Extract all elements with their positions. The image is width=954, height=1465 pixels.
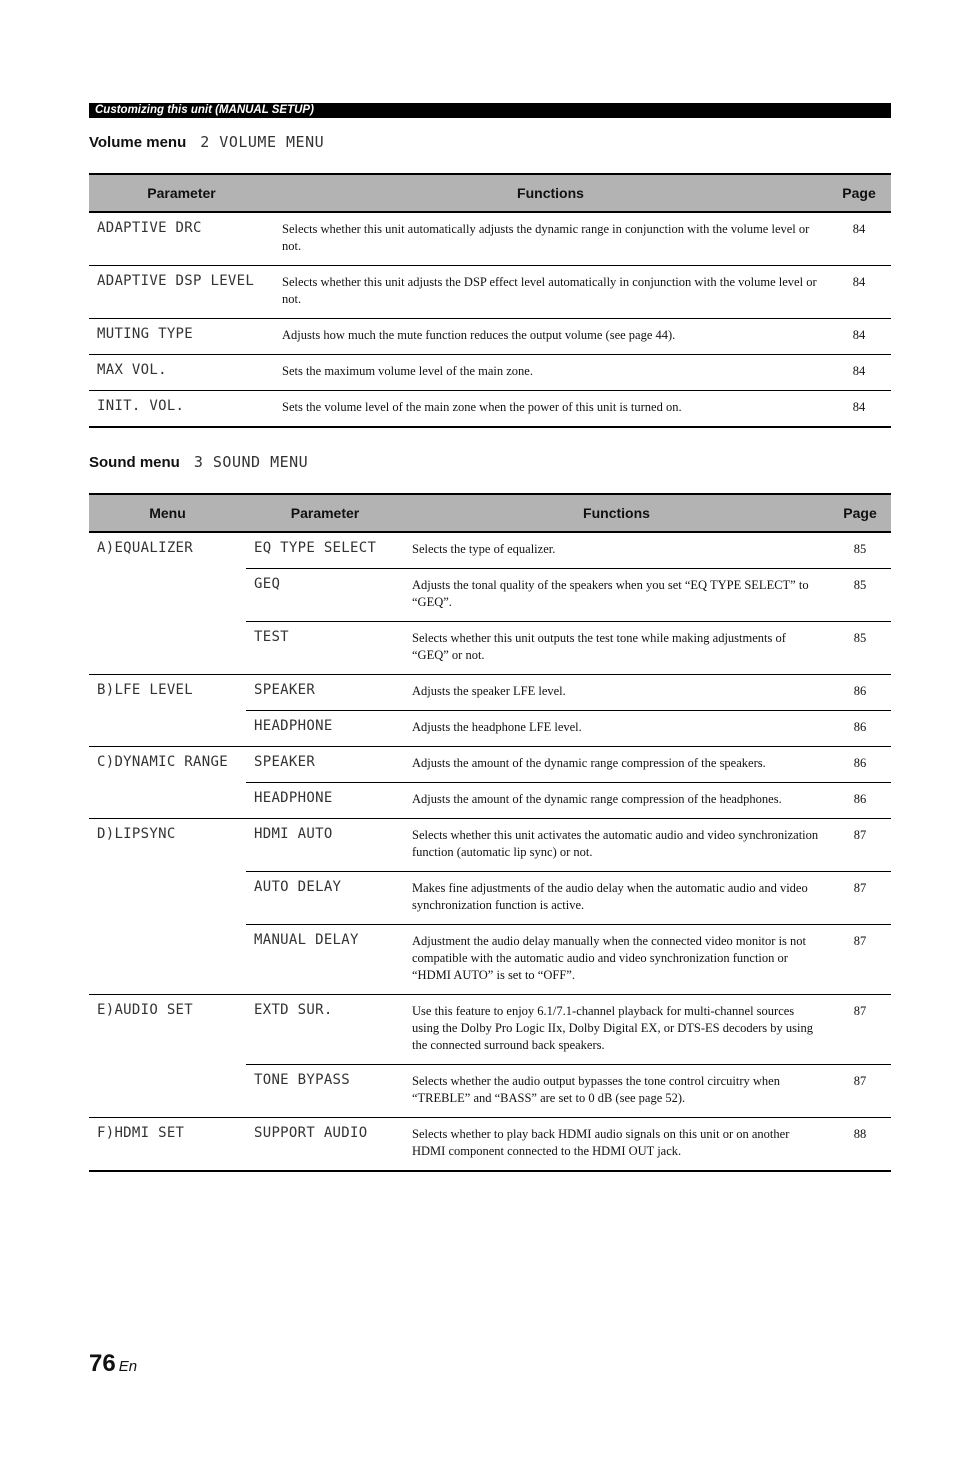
function-cell: Selects whether this unit adjusts the DSP effect level automatically in conjunction with the volume level or not. bbox=[274, 266, 827, 319]
page-cell: 85 bbox=[829, 532, 891, 569]
function-cell: Adjusts how much the mute function reduces the output volume (see page 44). bbox=[274, 319, 827, 355]
sound-menu-title: Sound menu bbox=[89, 454, 180, 471]
parameter-cell: EQ TYPE SELECT bbox=[246, 532, 404, 569]
function-cell: Adjusts the headphone LFE level. bbox=[404, 711, 829, 747]
parameter-cell: INIT. VOL. bbox=[89, 391, 274, 428]
sound-menu-table bbox=[89, 493, 891, 1172]
menu-cell: B)LFE LEVEL bbox=[89, 675, 246, 747]
menu-cell: E)AUDIO SET bbox=[89, 995, 246, 1118]
parameter-cell: GEQ bbox=[246, 569, 404, 622]
parameter-cell: SUPPORT AUDIO bbox=[246, 1118, 404, 1172]
function-cell: Selects whether to play back HDMI audio signals on this unit or on another HDMI component connected to the HDMI OUT jack. bbox=[404, 1118, 829, 1172]
table-row bbox=[89, 532, 891, 569]
parameter-cell: TEST bbox=[246, 622, 404, 675]
table-row bbox=[89, 675, 891, 711]
parameter-cell: HDMI AUTO bbox=[246, 819, 404, 872]
column-header-functions: Functions bbox=[404, 494, 829, 532]
function-cell: Adjusts the tonal quality of the speakers when you set “EQ TYPE SELECT” to “GEQ”. bbox=[404, 569, 829, 622]
table-row bbox=[89, 995, 891, 1065]
volume-menu-code: 2 VOLUME MENU bbox=[200, 133, 325, 151]
parameter-cell: HEADPHONE bbox=[246, 711, 404, 747]
column-header-page: Page bbox=[829, 494, 891, 532]
parameter-cell: ADAPTIVE DSP LEVEL bbox=[89, 266, 274, 319]
parameter-cell: SPEAKER bbox=[246, 675, 404, 711]
parameter-cell: MAX VOL. bbox=[89, 355, 274, 391]
language-code: En bbox=[118, 1358, 138, 1375]
parameter-cell: MANUAL DELAY bbox=[246, 925, 404, 995]
page-cell: 86 bbox=[829, 711, 891, 747]
table-row bbox=[89, 747, 891, 783]
section-header-bar: Customizing this unit (MANUAL SETUP) bbox=[89, 103, 891, 118]
page-cell: 87 bbox=[829, 995, 891, 1065]
sound-menu-heading bbox=[89, 453, 308, 471]
page-cell: 86 bbox=[829, 747, 891, 783]
page-cell: 88 bbox=[829, 1118, 891, 1172]
menu-cell: D)LIPSYNC bbox=[89, 819, 246, 995]
table-row bbox=[89, 355, 891, 391]
menu-cell: F)HDMI SET bbox=[89, 1118, 246, 1172]
function-cell: Selects whether the audio output bypasses the tone control circuitry when “TREBLE” and “BASS” are set to 0 dB (see page 52). bbox=[404, 1065, 829, 1118]
parameter-cell: AUTO DELAY bbox=[246, 872, 404, 925]
function-cell: Sets the volume level of the main zone when the power of this unit is turned on. bbox=[274, 391, 827, 428]
menu-cell: A)EQUALIZER bbox=[89, 532, 246, 675]
page-cell: 84 bbox=[827, 319, 891, 355]
table-row bbox=[89, 819, 891, 872]
function-cell: Adjusts the amount of the dynamic range compression of the headphones. bbox=[404, 783, 829, 819]
parameter-cell: MUTING TYPE bbox=[89, 319, 274, 355]
parameter-cell: HEADPHONE bbox=[246, 783, 404, 819]
page-cell: 87 bbox=[829, 819, 891, 872]
page-number bbox=[89, 1350, 137, 1378]
page-cell: 87 bbox=[829, 1065, 891, 1118]
page-cell: 87 bbox=[829, 925, 891, 995]
function-cell: Makes fine adjustments of the audio delay when the automatic audio and video synchronization function is active. bbox=[404, 872, 829, 925]
column-header-parameter: Parameter bbox=[246, 494, 404, 532]
column-header-parameter: Parameter bbox=[89, 174, 274, 212]
function-cell: Selects whether this unit activates the automatic audio and video synchronization function (automatic lip sync) or not. bbox=[404, 819, 829, 872]
table-row bbox=[89, 319, 891, 355]
page-cell: 84 bbox=[827, 266, 891, 319]
menu-cell: C)DYNAMIC RANGE bbox=[89, 747, 246, 819]
page-cell: 86 bbox=[829, 675, 891, 711]
page-cell: 84 bbox=[827, 391, 891, 428]
function-cell: Selects whether this unit automatically adjusts the dynamic range in conjunction with the volume level or not. bbox=[274, 212, 827, 266]
parameter-cell: TONE BYPASS bbox=[246, 1065, 404, 1118]
function-cell: Selects whether this unit outputs the test tone while making adjustments of “GEQ” or not. bbox=[404, 622, 829, 675]
column-header-page: Page bbox=[827, 174, 891, 212]
function-cell: Sets the maximum volume level of the main zone. bbox=[274, 355, 827, 391]
page-cell: 87 bbox=[829, 872, 891, 925]
function-cell: Adjusts the amount of the dynamic range compression of the speakers. bbox=[404, 747, 829, 783]
table-header-row bbox=[89, 494, 891, 532]
function-cell: Adjusts the speaker LFE level. bbox=[404, 675, 829, 711]
page-number-value: 76 bbox=[89, 1350, 116, 1377]
table-row bbox=[89, 1118, 891, 1172]
volume-menu-heading bbox=[89, 133, 324, 151]
table-row bbox=[89, 266, 891, 319]
page-cell: 84 bbox=[827, 355, 891, 391]
function-cell: Adjustment the audio delay manually when the connected video monitor is not compatible with the automatic audio and video synchronization function or “HDMI AUTO” is set to “OFF”. bbox=[404, 925, 829, 995]
parameter-cell: SPEAKER bbox=[246, 747, 404, 783]
parameter-cell: EXTD SUR. bbox=[246, 995, 404, 1065]
sound-menu-code: 3 SOUND MENU bbox=[193, 453, 309, 471]
page-cell: 85 bbox=[829, 622, 891, 675]
page-cell: 85 bbox=[829, 569, 891, 622]
page-cell: 84 bbox=[827, 212, 891, 266]
column-header-functions: Functions bbox=[274, 174, 827, 212]
table-header-row bbox=[89, 174, 891, 212]
table-row bbox=[89, 391, 891, 428]
function-cell: Use this feature to enjoy 6.1/7.1-channel playback for multi-channel sources using the Dolby Pro Logic IIx, Dolby Digital EX, or DTS-ES decoders by using the connected surround back speakers. bbox=[404, 995, 829, 1065]
volume-menu-table bbox=[89, 173, 891, 428]
parameter-cell: ADAPTIVE DRC bbox=[89, 212, 274, 266]
page-cell: 86 bbox=[829, 783, 891, 819]
function-cell: Selects the type of equalizer. bbox=[404, 532, 829, 569]
table-row bbox=[89, 212, 891, 266]
volume-menu-title: Volume menu bbox=[89, 134, 187, 151]
column-header-menu: Menu bbox=[89, 494, 246, 532]
